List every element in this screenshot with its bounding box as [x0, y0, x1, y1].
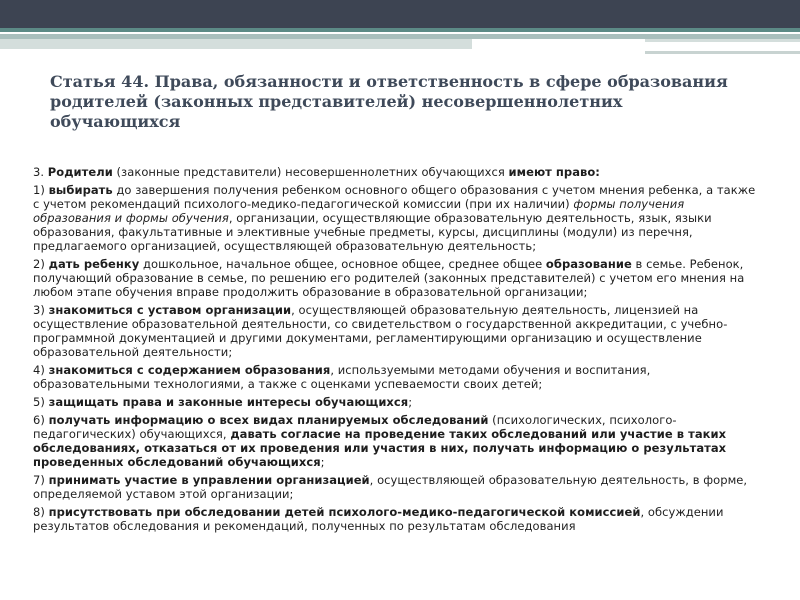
bold-text: знакомиться с уставом организации [48, 303, 292, 317]
slide-title: Статья 44. Права, обязанности и ответственность в сфере образования родителей (законных представителей) несовершеннолетних обучающихся [50, 72, 728, 131]
paragraph [33, 395, 757, 409]
paragraph [33, 363, 757, 391]
bold-text: имеют право: [508, 165, 600, 179]
paragraph [33, 413, 757, 469]
text-run: ; [408, 395, 413, 409]
text-run: 2) [33, 257, 49, 271]
text-run: 3) [33, 303, 49, 317]
paragraph [33, 505, 757, 533]
accent-stripe-right-lower [645, 51, 800, 54]
top-bar [0, 0, 800, 28]
bold-text: дать ребенку [48, 257, 140, 271]
bold-text: знакомиться с содержанием образования [48, 363, 331, 377]
text-run: до завершения получения ребенком основного общего образования с учетом мнения ребенка, а также с учетом рекомендаций психолого-медико-педагогической комиссии (при их наличии) [33, 183, 756, 211]
text-run: , организации, осуществляющие образовательную деятельность, язык, языки образования, факультативные и элективные учебные предметы, курсы, дисциплины (модули) из перечня, предлагаемого организацией, осуществляющей образовательную деятельность; [33, 211, 712, 253]
bold-text: выбирать [48, 183, 113, 197]
text-run: 8) [33, 505, 49, 519]
text-run: (психологических, психолого-педагогических) обучающихся, [33, 413, 677, 441]
text-run: дошкольное, начальное общее, основное общее, среднее общее [139, 257, 546, 271]
paragraph [33, 473, 757, 501]
text-run: , осуществляющей образовательную деятельность, в форме, определяемой уставом этой организации; [33, 473, 748, 501]
accent-stripe-left [0, 39, 472, 49]
bold-text: давать согласие на проведение таких обследований или участие в таких обследованиях, отказаться от их проведения или участия в них, получать информацию о результатах проведенных обследований обучающихся [33, 427, 727, 469]
paragraph [33, 257, 757, 299]
text-run: в семье. Ребенок, получающий образование в семье, по решению его родителей (законных представителей) с учетом его мнения на любом этапе обучения вправе продолжить образование в образовательной организации; [33, 257, 745, 299]
text-run: 1) [33, 183, 49, 197]
bold-text: защищать права и законные интересы обучающихся [48, 395, 409, 409]
paragraph [33, 303, 757, 359]
bold-text: принимать участие в управлении организацией [48, 473, 370, 487]
italic-text: формы получения образования и формы обучения [33, 197, 685, 225]
text-run: 4) [33, 363, 49, 377]
text-run: (законные представители) несовершеннолетних обучающихся [112, 165, 509, 179]
text-run: 6) [33, 413, 49, 427]
bold-text: получать информацию о всех видах планируемых обследований [48, 413, 489, 427]
bold-text: присутствовать при обследовании детей психолого-медико-педагогической комиссией [48, 505, 641, 519]
bold-text: образование [545, 257, 632, 271]
paragraph [33, 165, 757, 179]
text-run: 5) [33, 395, 49, 409]
slide-body [33, 165, 757, 537]
text-run: , осуществляющей образовательную деятельность, лицензией на осуществление образовательной деятельности, со свидетельством о государственной аккредитации, с учебно-программной документацией и другими документами, регламентирующими организацию и осуществление образовательной деятельности; [33, 303, 728, 359]
paragraph [33, 183, 757, 253]
text-run: , используемыми методами обучения и воспитания, образовательными технологиями, а также с оценками успеваемости своих детей; [33, 363, 651, 391]
accent-stripe-right-upper [645, 39, 800, 42]
text-run: 3. [33, 165, 48, 179]
text-run: 7) [33, 473, 49, 487]
text-run: , обсуждении результатов обследования и рекомендаций, полученных по результатам обследования [33, 505, 724, 533]
bold-text: Родители [47, 165, 113, 179]
text-run: ; [320, 455, 325, 469]
